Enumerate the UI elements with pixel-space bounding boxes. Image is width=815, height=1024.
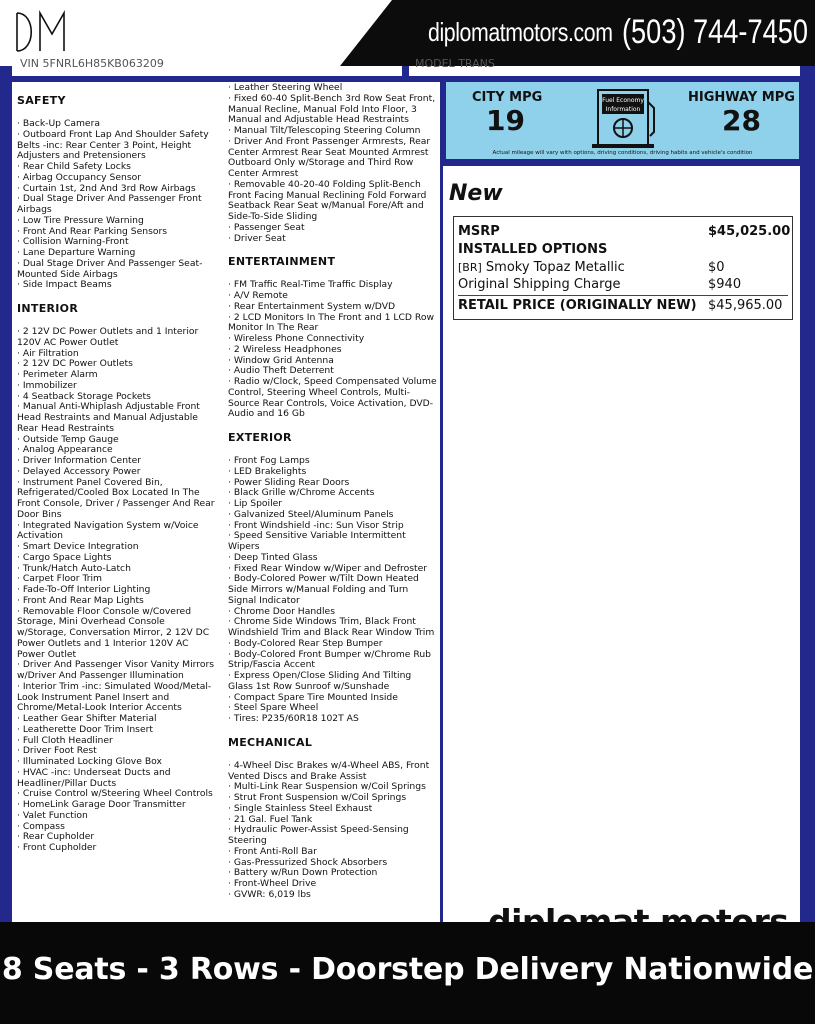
feature-item: · Driver And Front Passenger Armrests, Rear Center Armrest Rear Seat Mounted Armrest Outboard Only w/Storage and Third Row Center Armrest [228, 135, 431, 179]
feature-item: · Window Grid Antenna [228, 354, 334, 366]
feature-item: · 2 LCD Monitors In The Front and 1 LCD Row Monitor In The Rear [228, 311, 434, 334]
dm-logo-icon [14, 10, 70, 54]
feature-item: · Curtain 1st, 2nd And 3rd Row Airbags [17, 182, 196, 194]
feature-item: · 2 12V DC Power Outlets [17, 358, 133, 370]
feature-item: · Delayed Accessory Power [17, 465, 141, 477]
feature-item: · Removable Floor Console w/Covered Storage, Mini Overhead Console w/Storage, Conversation Mirror, 2 12V DC Power Outlets and 1 Interior 120V AC Power Outlet [17, 605, 210, 660]
msrp-label: MSRP [458, 224, 500, 239]
feature-item: · Valet Function [17, 809, 88, 821]
vin-text: VIN 5FNRL6H85KB063209 [20, 57, 164, 70]
feature-item: · Fade-To-Off Interior Lighting [17, 584, 151, 595]
footer-tagline: 8 Seats - 3 Rows - Doorstep Delivery Nationwide [1, 952, 814, 987]
feature-item: · 21 Gal. Fuel Tank [228, 813, 313, 825]
feature-item: · Front And Rear Map Lights [17, 594, 144, 606]
interior-continued-list [228, 83, 438, 244]
retail-price-label: RETAIL PRICE (ORIGINALLY NEW) [458, 298, 697, 313]
city-mpg-label: CITY MPG [472, 90, 543, 105]
fuel-economy-box [446, 82, 799, 159]
feature-item: · Single Stainless Steel Exhaust [228, 802, 373, 814]
feature-item: · 4-Wheel Disc Brakes w/4-Wheel ABS, Front Vented Discs and Brake Assist [228, 759, 430, 782]
feature-item: · Illuminated Locking Glove Box [17, 756, 162, 767]
feature-item: · FM Traffic Real-Time Traffic Display [228, 279, 393, 291]
safety-list [17, 119, 217, 291]
exterior-list [228, 456, 438, 725]
feature-item: · Driver And Passenger Visor Vanity Mirrors w/Driver And Passenger Illumination [17, 659, 215, 681]
feature-item: · Rear Entertainment System w/DVD [228, 300, 396, 312]
feature-item: · Deep Tinted Glass [228, 551, 318, 563]
feature-item: · Low Tire Pressure Warning [17, 214, 144, 226]
features-column-1 [17, 94, 217, 854]
pump-label-line1: Fuel Economy [602, 97, 644, 104]
feature-item: · LED Brakelights [228, 465, 307, 477]
section-title-safety: SAFETY [17, 94, 66, 107]
section-title-mechanical: MECHANICAL [228, 735, 313, 749]
feature-item: · 4 Seatback Storage Pockets [17, 390, 151, 402]
feature-item: · Rear Child Safety Locks [17, 161, 131, 172]
feature-item: · Front Windshield -inc: Sun Visor Strip [228, 519, 404, 531]
price-divider [458, 295, 788, 296]
feature-item: · Cargo Space Lights [17, 551, 112, 563]
model-text: MODEL TRANS [415, 57, 495, 70]
feature-item: · Body-Colored Rear Step Bumper [228, 637, 383, 649]
installed-options-label: INSTALLED OPTIONS [458, 242, 608, 257]
feature-item: · Rear Cupholder [17, 831, 95, 843]
retail-price-value: $45,965.00 [708, 298, 783, 313]
feature-item: · Removable 40-20-40 Folding Split-Bench Front Facing Manual Reclining Fold Forward Seatback Rear Seat w/Manual Fore/Aft and Side-To-Side Sliding [228, 178, 427, 222]
feature-item: · Leatherette Door Trim Insert [17, 723, 153, 735]
feature-item: · Fixed Rear Window w/Wiper and Defroster [228, 562, 428, 574]
feature-item: · Body-Colored Power w/Tilt Down Heated Side Mirrors w/Manual Folding and Turn Signal Indicator [228, 573, 419, 606]
feature-item: · Carpet Floor Trim [17, 573, 102, 585]
condition-label: New [449, 181, 503, 206]
feature-item: · Trunk/Hatch Auto-Latch [17, 562, 131, 574]
mechanical-list [228, 761, 438, 901]
feature-item: · Chrome Side Windows Trim, Black Front Windshield Trim and Black Rear Window Trim [228, 616, 435, 638]
feature-item: · Driver Foot Rest [17, 745, 97, 757]
feature-item: · Dual Stage Driver And Passenger Seat-Mounted Side Airbags [17, 257, 203, 280]
feature-item: · Driver Seat [228, 232, 286, 244]
feature-item: · Steel Spare Wheel [228, 702, 319, 714]
feature-item: · Audio Theft Deterrent [228, 365, 334, 377]
feature-item: · Manual Anti-Whiplash Adjustable Front Head Restraints and Manual Adjustable Rear Head Restraints [17, 401, 200, 434]
feature-item: · Fixed 60-40 Split-Bench 3rd Row Seat Front, Manual Recline, Manual Fold Into Floor, 3 Manual and Adjustable Head Restraints [228, 92, 436, 126]
feature-item: · Galvanized Steel/Aluminum Panels [228, 508, 394, 520]
feature-item: · Manual Tilt/Telescoping Steering Column [228, 125, 421, 136]
feature-item: · Immobilizer [17, 379, 77, 391]
feature-item: · Analog Appearance [17, 444, 113, 456]
feature-item: · Multi-Link Rear Suspension w/Coil Springs [228, 781, 426, 793]
feature-item: · Front Cupholder [17, 842, 97, 853]
shipping-label: Original Shipping Charge [458, 277, 621, 292]
dealer-watermark [488, 902, 788, 922]
section-title-exterior: EXTERIOR [228, 431, 292, 444]
feature-item: · Outside Temp Gauge [17, 433, 119, 445]
feature-item: · Instrument Panel Covered Bin, Refrigerated/Cooled Box Located In The Front Console, Driver / Passenger And Rear Door Bins [17, 476, 215, 520]
interior-list [17, 327, 217, 854]
option-label: Smoky Topaz Metallic [485, 260, 625, 275]
feature-item: · GVWR: 6,019 lbs [228, 888, 311, 900]
option-value: $0 [708, 260, 725, 275]
feature-item: · Front Fog Lamps [228, 455, 310, 466]
feature-item: · HVAC -inc: Underseat Ducts and Headliner/Pillar Ducts [17, 766, 171, 789]
feature-item: · Strut Front Suspension w/Coil Springs [228, 792, 407, 803]
phone-number[interactable]: (503) 744-7450 [622, 13, 809, 51]
feature-item: · Driver Information Center [17, 455, 142, 466]
section-title-entertainment: ENTERTAINMENT [228, 255, 336, 269]
feature-item: · Body-Colored Front Bumper w/Chrome Rub Strip/Fascia Accent [228, 648, 431, 671]
feature-item: · Express Open/Close Sliding And Tilting Glass 1st Row Sunroof w/Sunshade [228, 670, 412, 692]
feature-item: · Compact Spare Tire Mounted Inside [228, 691, 398, 703]
feature-item: · Power Sliding Rear Doors [228, 476, 350, 488]
feature-item: · Front Anti-Roll Bar [228, 845, 317, 857]
feature-item: · Compass [17, 820, 65, 832]
highway-mpg-label: HIGHWAY MPG [688, 90, 795, 105]
option-code: [BR] [458, 261, 482, 274]
feature-item: · Wireless Phone Connectivity [228, 333, 365, 344]
feature-item: · Hydraulic Power-Assist Speed-Sensing Steering [228, 824, 409, 846]
feature-item: · Air Filtration [17, 347, 79, 359]
feature-item: · Gas-Pressurized Shock Absorbers [228, 856, 388, 868]
model-strip [409, 57, 800, 76]
feature-item: · Speed Sensitive Variable Intermittent Wipers [228, 530, 406, 552]
feature-item: · HomeLink Garage Door Transmitter [17, 799, 186, 810]
msrp-value: $45,025.00 [708, 224, 791, 239]
feature-item: · 2 Wireless Headphones [228, 343, 342, 355]
feature-item: · Integrated Navigation System w/Voice Activation [17, 519, 199, 542]
price-table [453, 216, 793, 320]
feature-item: · Dual Stage Driver And Passenger Front Airbags [17, 193, 202, 215]
feature-item: · Collision Warning-Front [17, 236, 129, 248]
feature-item: · Outboard Front Lap And Shoulder Safety Belts -inc: Rear Center 3 Point, Height Adjusters and Pretensioners [17, 128, 209, 162]
feature-item: · Leather Steering Wheel [228, 82, 343, 93]
feature-item: · Black Grille w/Chrome Accents [228, 487, 375, 499]
feature-item: · Lane Departure Warning [17, 247, 136, 258]
feature-item: · Passenger Seat [228, 221, 305, 233]
feature-item: · Front-Wheel Drive [228, 878, 317, 889]
feature-item: · Back-Up Camera [17, 118, 100, 129]
vin-strip [12, 57, 402, 76]
highway-mpg-value: 28 [722, 104, 761, 137]
feature-item: · Cruise Control w/Steering Wheel Controls [17, 788, 213, 800]
mpg-disclaimer: Actual mileage will vary with options, driving conditions, driving habits and vehicle's condition [492, 150, 753, 156]
features-column-2 [228, 83, 438, 901]
feature-item: · Lip Spoiler [228, 498, 283, 509]
option-row [458, 260, 625, 275]
entertainment-list [228, 280, 438, 420]
section-title-interior: INTERIOR [17, 302, 79, 315]
feature-item: · Full Cloth Headliner [17, 734, 113, 746]
shipping-value: $940 [708, 277, 742, 292]
feature-item: · Tires: P235/60R18 102T AS [228, 713, 359, 724]
footer-banner [0, 922, 815, 1024]
feature-item: · 2 12V DC Power Outlets and 1 Interior 120V AC Power Outlet [17, 326, 199, 348]
feature-item: · Chrome Door Handles [228, 605, 335, 617]
city-mpg-value: 19 [486, 104, 525, 137]
feature-item: · Perimeter Alarm [17, 369, 98, 380]
feature-item: · Leather Gear Shifter Material [17, 713, 157, 724]
feature-item: · Front And Rear Parking Sensors [17, 225, 168, 237]
feature-item: · A/V Remote [228, 290, 288, 301]
website-link[interactable]: diplomatmotors.com [428, 17, 613, 47]
feature-item: · Smart Device Integration [17, 541, 139, 552]
pump-label-line2: Information [605, 106, 641, 113]
feature-item: · Radio w/Clock, Speed Compensated Volume Control, Steering Wheel Controls, Multi-Source Rear Controls, Voice Activation, DVD-Audio and 16 Gb [228, 376, 437, 420]
feature-item: · Interior Trim -inc: Simulated Wood/Metal-Look Instrument Panel Insert and Chrome/Metal-Look Interior Accents [17, 680, 212, 714]
feature-item: · Airbag Occupancy Sensor [17, 171, 142, 183]
feature-item: · Side Impact Beams [17, 279, 112, 291]
fuel-pump-icon [588, 88, 658, 150]
feature-item: · Battery w/Run Down Protection [228, 867, 378, 879]
